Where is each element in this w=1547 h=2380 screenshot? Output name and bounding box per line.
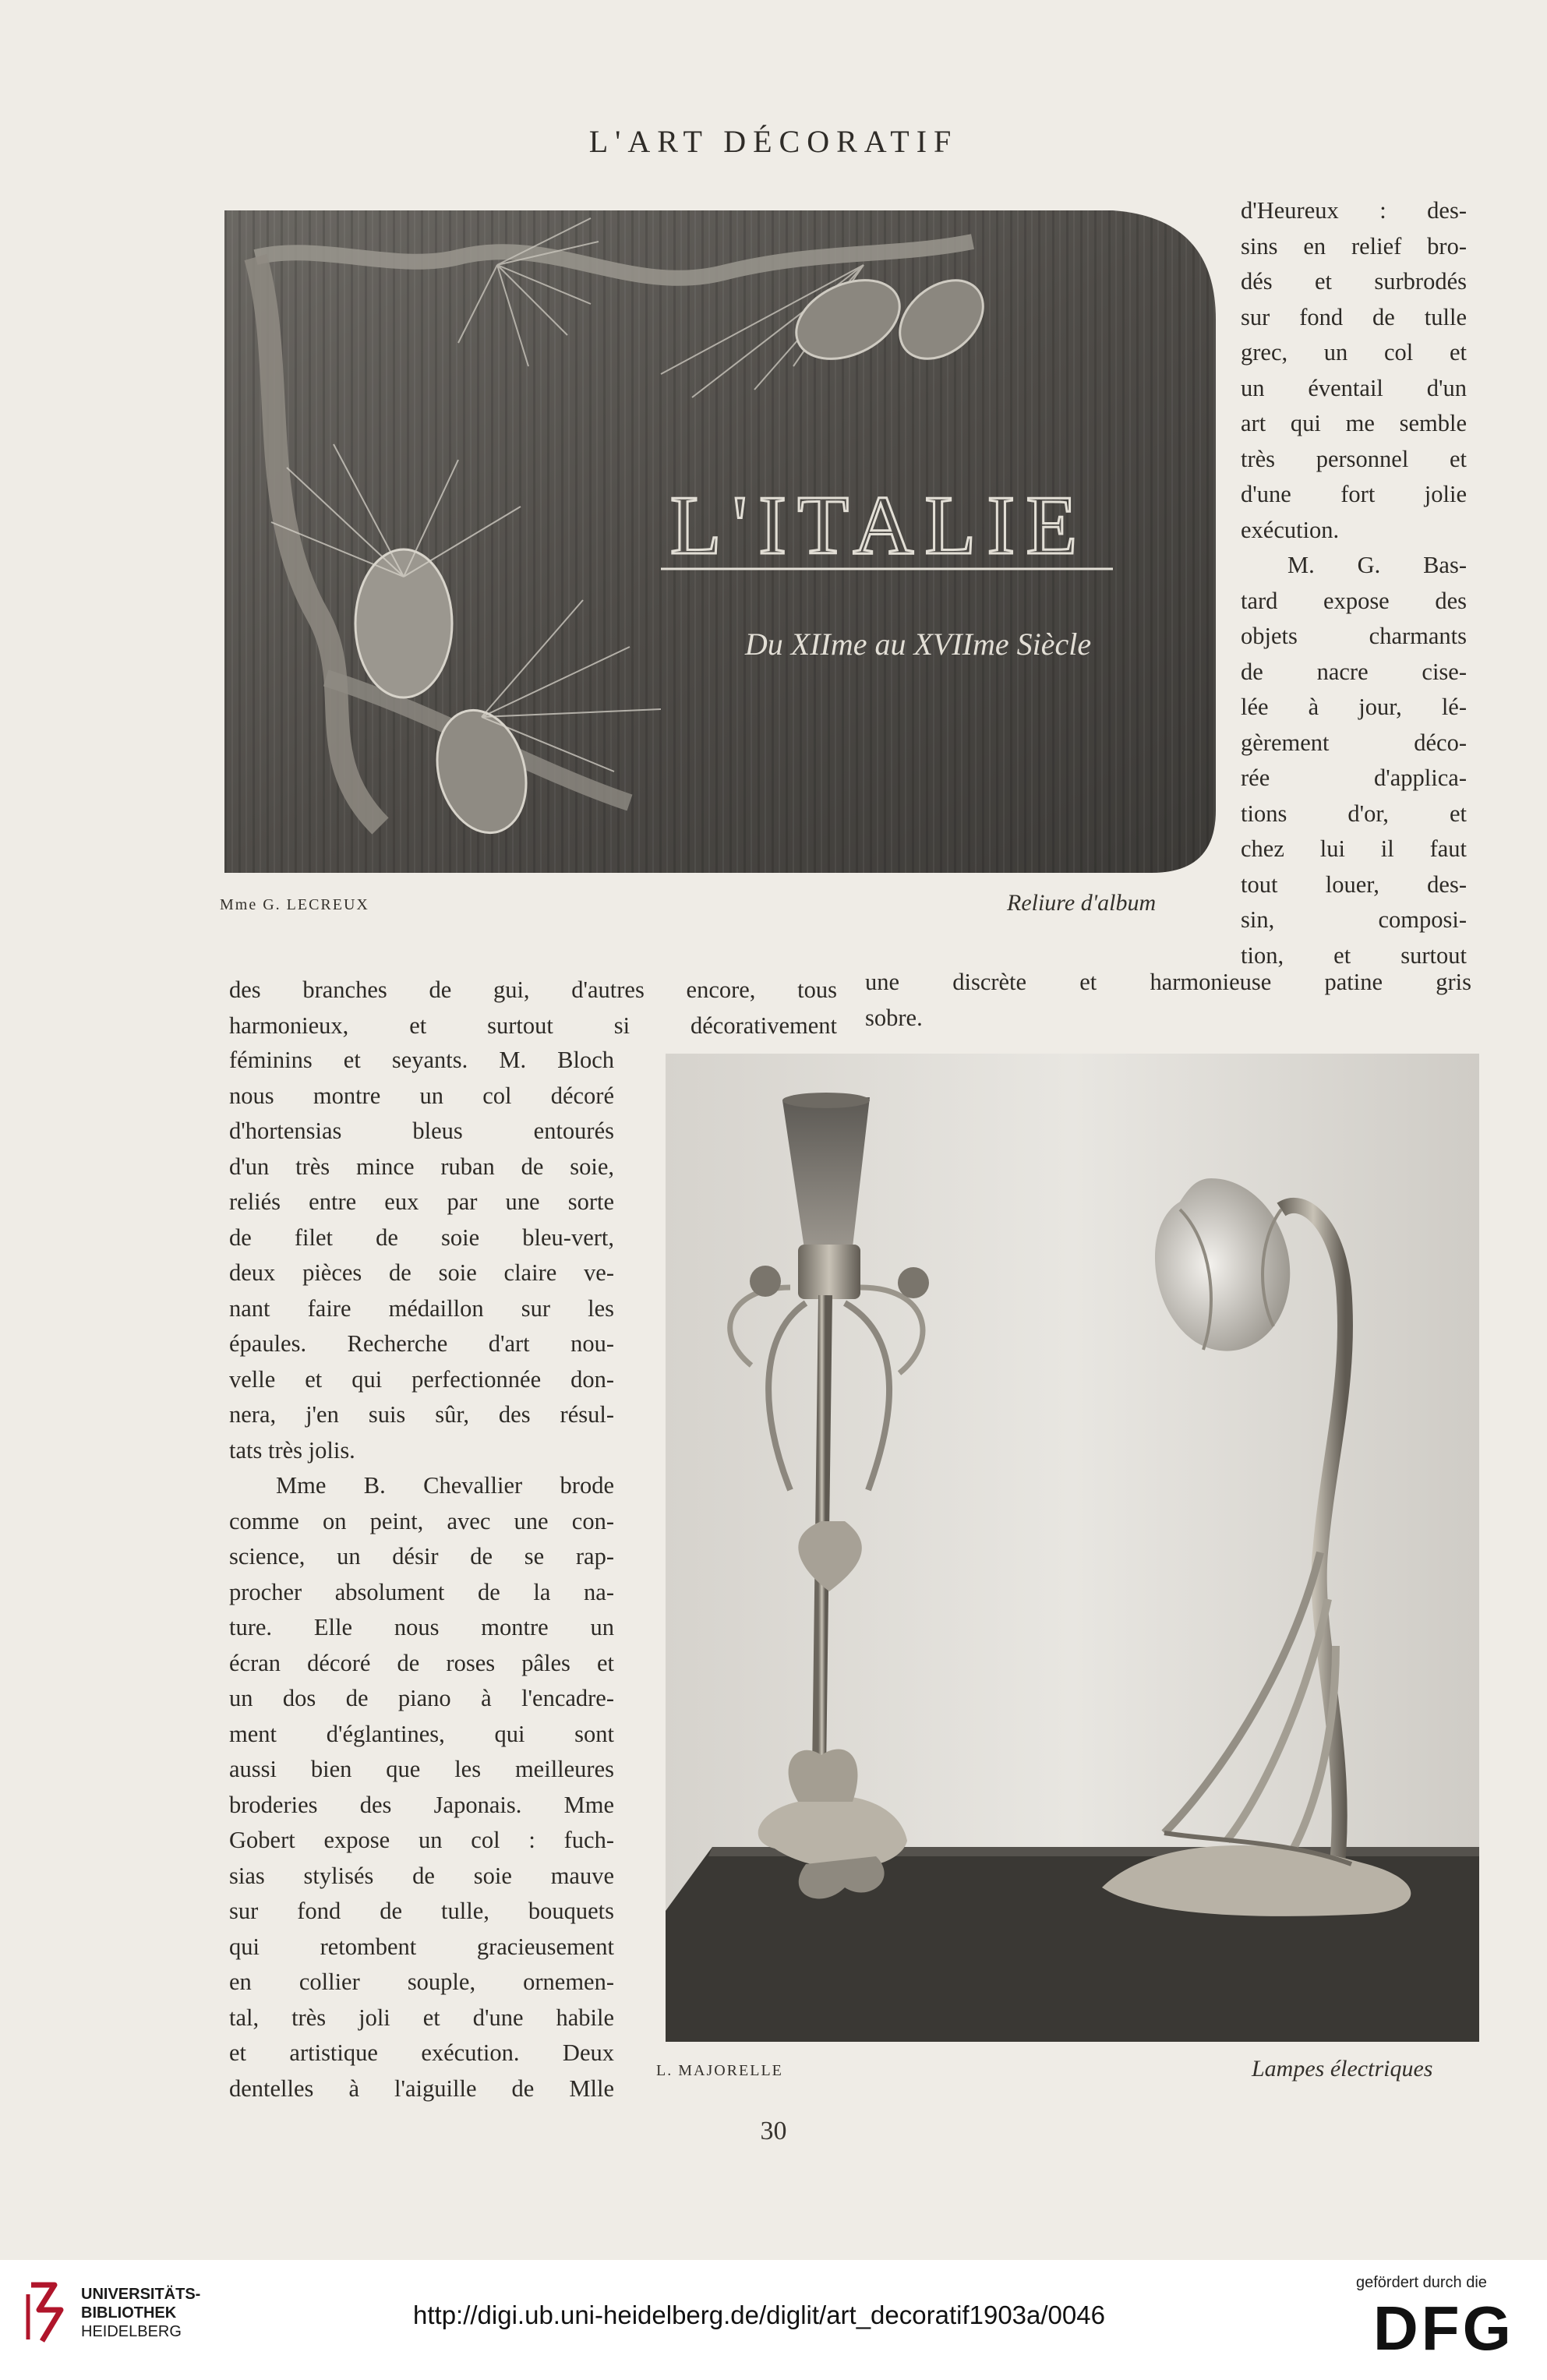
text-line: rée d'applica-: [1241, 764, 1467, 791]
lamps-image: [666, 1054, 1479, 2042]
text-line: un éventail d'un: [1241, 374, 1467, 401]
text-line: une discrète et harmonieuse patine gris: [865, 969, 1471, 995]
album-binding-image: [224, 210, 1216, 873]
text-line: sias stylisés de soie mauve: [229, 1862, 614, 1889]
left-text-column: [229, 1043, 614, 2106]
text-line: d'hortensias bleus entourés: [229, 1118, 614, 1144]
text-line: grec, un col et: [1241, 339, 1467, 365]
text-line: ture. Elle nous montre un: [229, 1614, 614, 1640]
text-line: tats très jolis.: [229, 1436, 355, 1464]
binding-inscription-main: L'ITALIE: [669, 479, 1089, 572]
page-number: 30: [760, 2117, 787, 2145]
text-line: des branches de gui, d'autres encore, tous: [229, 976, 837, 1003]
text-line: sur fond de tulle: [1241, 303, 1467, 330]
text-line: en collier souple, ornemen-: [229, 1969, 614, 1995]
text-line: lée à jour, lé-: [1241, 694, 1467, 720]
text-line: épaules. Recherche d'art nou-: [229, 1330, 614, 1357]
text-line: chez lui il faut: [1241, 835, 1467, 862]
running-title: L'ART DÉCORATIF: [588, 124, 959, 159]
text-line: tion, et surtout: [1241, 941, 1467, 969]
text-line: tions d'or, et: [1241, 800, 1467, 827]
mid-right-text: [865, 965, 1471, 1036]
sponsor-text: gefördert durch die: [1356, 2274, 1487, 2291]
text-line: qui retombent gracieusement: [229, 1933, 614, 1960]
bottom-plate-title: Lampes électriques: [1252, 2056, 1433, 2082]
text-line: d'une fort jolie: [1241, 481, 1467, 507]
library-name-line2: BIBLIOTHEK: [81, 2304, 177, 2322]
text-line: Gobert expose un col : fuch-: [229, 1827, 614, 1853]
library-name: [81, 2285, 200, 2341]
text-line: harmonieux, et surtout si décorativement: [229, 1012, 837, 1039]
mid-left-text: [229, 973, 837, 1043]
text-line: sin, composi-: [1241, 906, 1467, 933]
text-line: M. G. Bas-: [1287, 552, 1467, 578]
permalink-url[interactable]: http://digi.ub.uni-heidelberg.de/diglit/art_decoratif1903a/0046: [413, 2301, 1105, 2329]
text-line: reliés entre eux par une sorte: [229, 1188, 614, 1215]
text-line: tal, très joli et d'une habile: [229, 2004, 614, 2031]
text-line: aussi bien que les meilleures: [229, 1756, 614, 1782]
text-line: et artistique exécution. Deux: [229, 2039, 614, 2066]
text-line: d'Heureux : des-: [1241, 197, 1467, 224]
dfg-logo: DFG: [1373, 2293, 1514, 2363]
text-line: écran décoré de roses pâles et: [229, 1649, 614, 1676]
bottom-plate-author: L. MAJORELLE: [656, 2062, 783, 2079]
text-line: de filet de soie bleu-vert,: [229, 1224, 614, 1251]
text-line: d'un très mince ruban de soie,: [229, 1153, 614, 1180]
text-line: science, un désir de se rap-: [229, 1543, 614, 1570]
text-line: sur fond de tulle, bouquets: [229, 1898, 614, 1924]
text-line: velle et qui perfectionnée don-: [229, 1365, 614, 1393]
text-line: sins en relief bro-: [1241, 232, 1467, 260]
text-line: objets charmants: [1241, 623, 1467, 649]
library-name-line1: UNIVERSITÄTS-: [81, 2286, 201, 2303]
text-line: broderies des Japonais. Mme: [229, 1791, 614, 1818]
text-line: de nacre cise-: [1241, 658, 1467, 685]
text-line: deux pièces de soie claire ve-: [229, 1259, 614, 1286]
text-line: tard expose des: [1241, 587, 1467, 614]
text-line: nous montre un col décoré: [229, 1082, 614, 1109]
text-line: nant faire médaillon sur les: [229, 1294, 614, 1322]
text-line: ment d'églantines, qui sont: [229, 1720, 614, 1747]
text-line: procher absolument de la na-: [229, 1578, 614, 1605]
library-name-line3: HEIDELBERG: [81, 2323, 182, 2340]
album-binding-plate: [224, 210, 1216, 873]
text-line: très personnel et: [1241, 445, 1467, 472]
text-line: sobre.: [865, 1004, 923, 1031]
text-line: un dos de piano à l'encadre-: [229, 1685, 614, 1711]
lamps-plate: [666, 1054, 1479, 2042]
text-line: féminins et seyants. M. Bloch: [229, 1047, 614, 1073]
text-line: Mme B. Chevallier brode: [276, 1472, 614, 1499]
text-line: dentelles à l'aiguille de Mlle: [229, 2075, 614, 2102]
text-line: art qui me semble: [1241, 410, 1467, 436]
text-line: dés et surbrodés: [1241, 268, 1467, 295]
text-line: exécution.: [1241, 516, 1340, 543]
binding-inscription-sub: Du XIIme au XVIIme Siècle: [744, 627, 1092, 662]
text-line: nera, j'en suis sûr, des résul-: [229, 1401, 614, 1428]
top-plate-author: Mme G. LECREUX: [220, 896, 369, 913]
library-logo-icon: [23, 2279, 70, 2346]
top-plate-title: Reliure d'album: [1007, 890, 1157, 916]
text-line: comme on peint, avec une con-: [229, 1507, 614, 1534]
text-line: tout louer, des-: [1241, 870, 1467, 898]
text-line: gèrement déco-: [1241, 729, 1467, 756]
right-text-column: [1241, 193, 1467, 973]
